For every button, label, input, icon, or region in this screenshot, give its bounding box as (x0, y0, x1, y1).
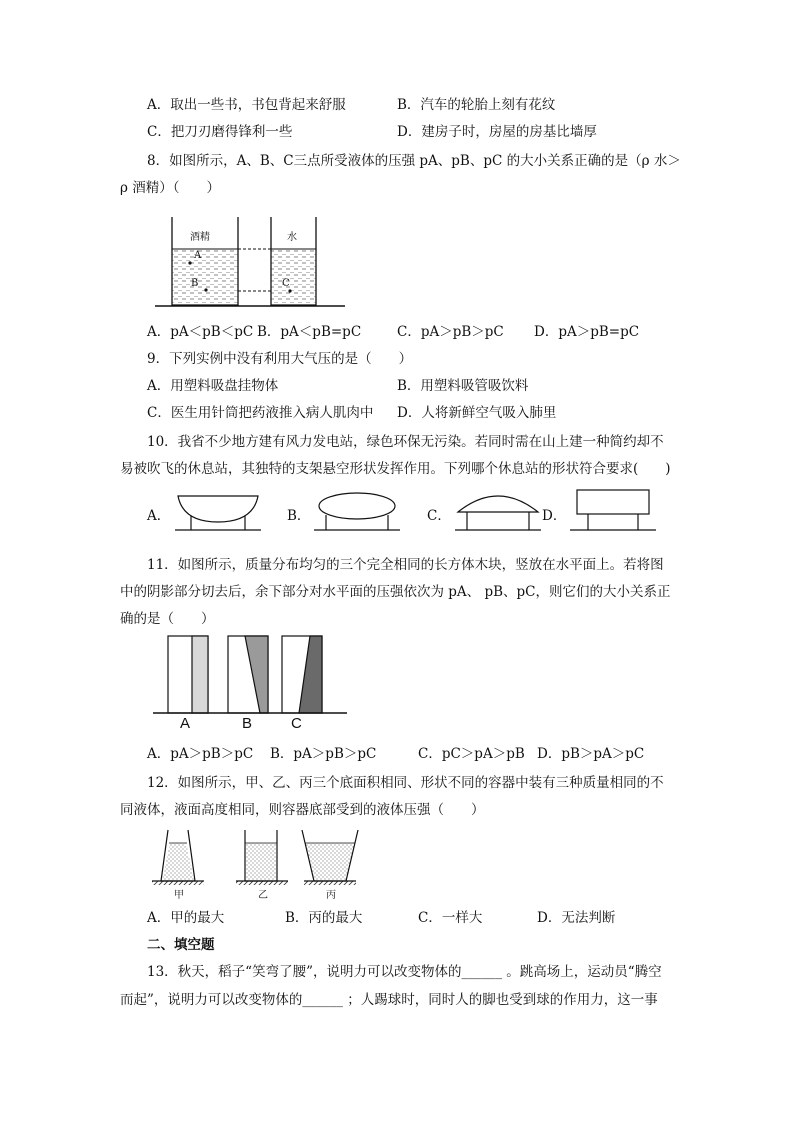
q8-figure (150, 212, 350, 316)
q11-label-c: C (291, 715, 302, 732)
q11-option-b: B．pA＞pB＞pC (270, 746, 377, 762)
block-b-cut (245, 636, 268, 713)
q11-option-d: D．pB＞pA＞pC (537, 746, 645, 762)
q9-option-a: A．用塑料吸盘挂物体 (147, 378, 279, 394)
q9-stem: 9．下列实例中没有利用大气压的是（ ） (147, 351, 413, 367)
q10-shape-b (312, 488, 402, 540)
label-c: C (282, 278, 290, 289)
q10-option-d: D． (542, 508, 567, 524)
block-c-cut (299, 636, 322, 713)
label-b: B (191, 278, 199, 289)
point-b (204, 288, 207, 291)
q12-option-a: A．甲的最大 (147, 910, 225, 926)
q12-figure (148, 826, 368, 890)
point-a (188, 261, 191, 264)
q8-stem-line2: ρ 酒精）（ ） (120, 180, 220, 196)
q12-option-c: C．一样大 (418, 910, 483, 926)
q8-option-a: A．pA＜pB＜pC (147, 324, 254, 340)
q7-option-a: A．取出一些书，书包背起来舒服 (147, 97, 346, 113)
label-alcohol: 酒精 (190, 232, 210, 243)
q8-stem-line1: 8．如图所示，A、B、C三点所受液体的压强 pA、pB、pC 的大小关系正确的是（ρ 水＞ (147, 153, 681, 169)
section-title-fill-in: 二、填空题 (147, 937, 215, 953)
q8-option-d: D．pA＞pB=pC (534, 324, 640, 340)
q11-stem-line1: 11．如图所示，质量分布均匀的三个完全相同的长方体木块，竖放在水平面上。若将图 (147, 557, 664, 573)
alcohol-liquid (172, 249, 238, 305)
q8-option-b: B．pA＜pB=pC (257, 324, 362, 340)
q11-label-b: B (242, 715, 253, 732)
q10-shape-d (568, 486, 658, 540)
q11-stem-line2: 中的阴影部分切去后，余下部分对水平面的压强依次为 pA、 pB、pC，则它们的大小关系正 (120, 584, 671, 600)
q10-shape-a (173, 488, 263, 540)
q12-stem-line2: 同液体，液面高度相同，则容器底部受到的液体压强（ ） (120, 802, 485, 818)
q7-option-b: B．汽车的轮胎上刻有花纹 (397, 97, 556, 113)
q8-option-c: C．pA＞pB＞pC (397, 324, 504, 340)
q11-stem-line3: 确的是（ ） (120, 611, 215, 627)
q9-option-c: C．医生用针筒把药液推入病人肌肉中 (147, 405, 374, 421)
q11-label-a: A (180, 715, 191, 732)
q13-line1: 13．秋天，稻子“笑弯了腰”，说明力可以改变物体的______ 。跳高场上，运动员“腾空 (147, 964, 662, 980)
label-water: 水 (287, 232, 297, 243)
q11-option-a: A．pA＞pB＞pC (147, 746, 254, 762)
q10-stem-line1: 10．我省不少地方建有风力发电站，绿色环保无污染。若同时需在山上建一种简约却不 (147, 434, 664, 450)
water-liquid (271, 249, 316, 305)
q7-option-c: C．把刀刃磨得锋利一些 (147, 124, 293, 140)
q10-option-c: C． (427, 508, 451, 524)
q12-label-3: 丙 (326, 890, 336, 901)
block-a-cut (192, 636, 208, 713)
q11-option-c: C．pC＞pA＞pB (418, 746, 525, 762)
q12-label-2: 乙 (258, 890, 268, 901)
q10-stem-line2: 易被吹飞的休息站，其独特的支架悬空形状发挥作用。下列哪个休息站的形状符合要求( ) (120, 461, 671, 477)
q10-option-a: A． (147, 508, 171, 524)
q12-stem-line1: 12．如图所示，甲、乙、丙三个底面积相同、形状不同的容器中装有三种质量相同的不 (147, 775, 664, 791)
q10-option-b: B． (287, 508, 311, 524)
q13-line2: 而起”，说明力可以改变物体的______ ；人踢球时，同时人的脚也受到球的作用力，这一事 (120, 992, 658, 1008)
q10-shape-c (453, 488, 543, 540)
q12-option-d: D．无法判断 (537, 910, 616, 926)
q7-option-d: D．建房子时，房屋的房基比墙厚 (397, 124, 597, 140)
q11-figure (150, 632, 350, 718)
q9-option-d: D．人将新鲜空气吸入肺里 (397, 405, 557, 421)
point-c (288, 289, 291, 292)
q9-option-b: B．用塑料吸管吸饮料 (397, 378, 529, 394)
q12-option-b: B．丙的最大 (285, 910, 363, 926)
label-a: A (194, 250, 202, 261)
q12-label-1: 甲 (174, 890, 184, 901)
